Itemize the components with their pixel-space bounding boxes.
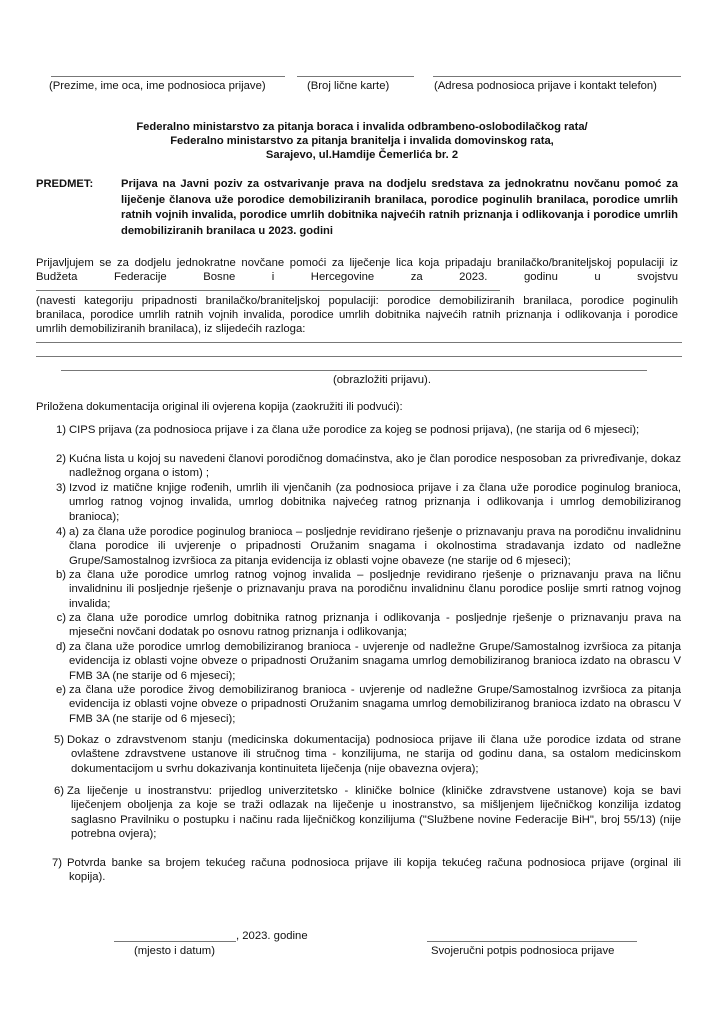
doc-3-number[interactable]: 3) <box>55 482 66 494</box>
documents-intro: Priložena dokumentacija original ili ovjerena kopija (zaokružiti ili podvući): <box>36 401 403 413</box>
id-card-number-field[interactable] <box>297 76 414 77</box>
justify-hint: (obrazložiti prijavu). <box>333 374 431 386</box>
doc-7-number[interactable]: 7) <box>51 857 62 869</box>
doc-4a-number[interactable]: 4) <box>55 526 66 538</box>
doc-4b-text: za člana uže porodice umrlog ratnog vojnog invalida – posljednje revidirano rješenje o priznavanju prava na ličnu invalidninu ili posljednje rješenje o priznavanju prava na porodičnu invalidninu članu porodice poslije smrti ratnog vojnog invalida; <box>69 569 681 610</box>
doc-4c-text: za člana uže porodice umrlog dobitnika ratnog priznanja i odlikovanja - posljednje rješenje o priznavanju prava na mjesečni novčani dodatak po osnovu ratnog priznanja i odlikovanja; <box>69 612 681 639</box>
subject-block <box>36 177 678 239</box>
doc-7-text: Potvrda banke sa brojem tekućeg računa podnosioca prijave ili kopija tekućeg računa podnosioca prijave (orginal ili kopija). <box>67 857 681 884</box>
applicant-name-field[interactable] <box>51 76 285 77</box>
place-date-label: (mjesto i datum) <box>134 945 215 957</box>
doc-4e-text: za člana uže porodice živog demobiliziranog branioca - uvjerenje od nadležne Grupe/Samostalnog izvršioca za pitanja evidencija iz oblasti vojne obveze o pripadnosti Oružanim snagama umrlog demobiliziranog branioca izdato na obrascu V FMB 3A (ne starije od 6 mjeseci); <box>69 684 681 725</box>
year-suffix: , 2023. godine <box>236 930 308 942</box>
doc-4e-number[interactable]: e) <box>55 684 66 696</box>
category-input-line[interactable] <box>36 290 500 291</box>
place-date-input-line[interactable] <box>114 941 236 942</box>
subject-text: Prijava na Javni poziv za ostvarivanje prava na dodjelu sredstava za jednokratnu novčanu pomoć za liječenje članova uže porodice demobiliziranih branilaca, porodice poginulih branilaca, porodice umrlih ratnih vojnih invalida, porodice umrlih dobitnika najvećih ratnih priznanja i odlikovanja i porodice umrlih demobiliziranih branilaca u 2023. godini <box>121 178 678 237</box>
doc-6-text: Za liječenje u inostranstvu: prijedlog univerzitetsko - kliničke bolnice (kliničke zdravstvene ustanove) koja se bavi liječenjem oboljenja za koje se traži odlazak na liječenje u inostranstvo, sa mišljenjem liječničkog konzilija izdatog saglasno Pravilniku o postupku i načinu rada liječničkog konzilijuma ("Službene novine Federacije BiH", broj 55/13) (nije potrebna ovjera); <box>67 785 681 840</box>
subject-label: PREDMET: <box>36 178 94 190</box>
doc-1-text: CIPS prijava (za podnosioca prijave i za člana uže porodice za kojeg se podnosi prijava), (ne starija od 6 mjeseci); <box>69 424 640 436</box>
doc-3-text: Izvod iz matične knjige rođenih, umrlih ili vjenčanih (za podnosioca prijave i za člana uže porodice poginulog branioca, umrlog ratnog vojnog invalida, umrlog dobitnika najvećeg ratnog priznanja i odlikovanja i umrlog demobiliziranog branioca); <box>69 482 681 523</box>
doc-4d-text: za člana uže porodice umrlog demobiliziranog branioca - uvjerenje od nadležne Grupe/Samostalnog izvršioca za pitanja evidencija iz oblasti vojne obveze o pripadnosti Oružanim snagama umrlog demobiliziranog branioca izdato na obrascu V FMB 3A (ne starije od 6 mjeseci); <box>69 641 681 682</box>
doc-4b-number[interactable]: b) <box>55 569 66 581</box>
doc-6-number[interactable]: 6) <box>53 785 64 797</box>
address-phone-label: (Adresa podnosioca prijave i kontakt telefon) <box>434 80 657 92</box>
id-card-number-label: (Broj lične karte) <box>307 80 390 92</box>
address-phone-field[interactable] <box>433 76 681 77</box>
doc-4a-text: a) za člana uže porodice poginulog branioca – posljednje revidirano rješenje o priznavanju prava na porodičnu invalidninu člana porodice ili uvjerenje o pripadnosti Oružanim snagama i okolnostima stradavanja izdato od nadležne Grupe/Samostalnog izvršioca za pitanja evidencija iz oblasti vojne obaveze (ne starije od 6 mjeseci); <box>69 526 681 567</box>
category-hint: (navesti kategoriju pripadnosti branilačko/braniteljskoj populaciji: porodice demobiliziranih branilaca, porodice poginulih branilaca, porodice umrlih ratnih vojnih invalida, porodice umrlih dobitnika najvećih ratnih priznanja i odlikovanja i porodice umrlih demobiliziranih branilaca), iz slijedećih razloga: <box>36 295 678 336</box>
reason-line-1[interactable] <box>36 342 682 343</box>
doc-2-text: Kućna lista u kojoj su navedeni članovi porodičnog domaćinstva, ako je član porodice nesposoban za privređivanje, dokaz nadležnog organa o istom) ; <box>69 453 681 480</box>
recipient-line-1: Federalno ministarstvo za pitanja boraca i invalida odbrambeno-oslobodilačkog rata/ <box>136 121 588 133</box>
doc-2-number[interactable]: 2) <box>55 453 66 465</box>
recipient-line-2: Federalno ministarstvo za pitanja branitelja i invalida domovinskog rata, <box>170 135 554 147</box>
recipient-block <box>0 120 724 162</box>
reason-line-2[interactable] <box>36 356 682 357</box>
applicant-name-label: (Prezime, ime oca, ime podnosioca prijave) <box>49 80 266 92</box>
signature-label: Svojeručni potpis podnosioca prijave <box>431 945 615 957</box>
doc-4d-number[interactable]: d) <box>55 641 66 653</box>
doc-5-number[interactable]: 5) <box>53 734 64 746</box>
reason-line-3[interactable] <box>61 370 647 371</box>
doc-1-number[interactable]: 1) <box>55 424 66 436</box>
doc-4c-number[interactable]: c) <box>56 612 66 624</box>
signature-line[interactable] <box>427 941 637 942</box>
recipient-address: Sarajevo, ul.Hamdije Čemerlića br. 2 <box>265 149 459 161</box>
doc-5-text: Dokaz o zdravstvenom stanju (medicinska dokumentacija) podnosioca prijave ili člana uže porodice izdata od strane ovlaštene zdravstvene ustanove ili stručnog tima - konzilijuma, ne starija od godinu dana, sa ostalom medicinskom dokumentacijom u svrhu dokazivanja kontinuiteta liječenja (nije obavezna ovjera); <box>67 734 681 775</box>
intro-paragraph: Prijavljujem se za dodjelu jednokratne novčane pomoći za liječenje lica koja pripadaju branilačko/braniteljskoj populaciji iz Budžeta Federacije Bosne i Hercegovine za 2023. godinu u svojstvu <box>36 257 678 284</box>
